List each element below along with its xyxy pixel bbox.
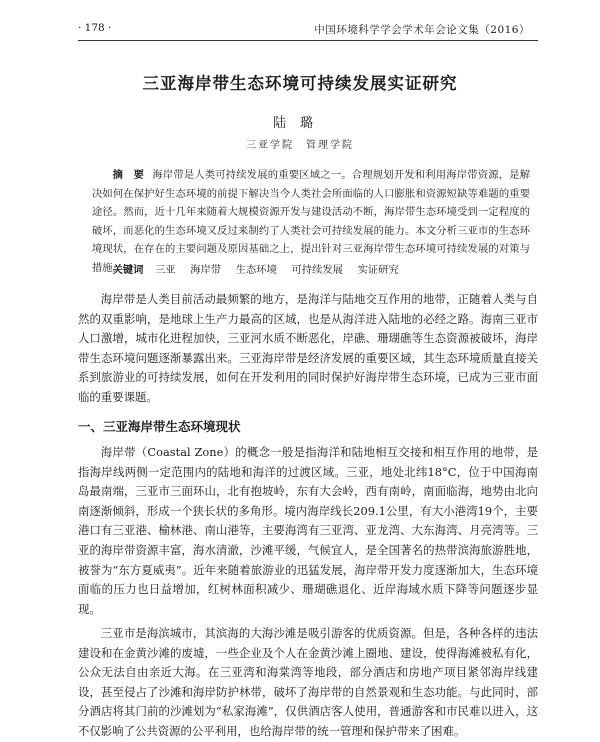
- abstract-text: 海岸带是人类可持续发展的重要区域之一。合理规划开发和利用海岸带资源，是解决如何在保护好生态环境的前提下解决当今人类社会所面临的人口膨胀和资源短缺等难题的重要途径。然而，近十几年来随着大规模资源开发与建设活动不断，海岸带生态环境受到一定程度的破坏，而恶化的生态环境又反过来制约了人类社会可持续发展的能力。本文分析三亚市的生态环境现状，在存在的主要问题及原因基础之上，提出针对三亚海岸带生态环境可持续发展的对策与措施。: [92, 169, 531, 274]
- running-header: [78, 22, 538, 38]
- abstract-label: 摘 要: [112, 169, 145, 181]
- keyword: 实证研究: [357, 264, 399, 276]
- author-name: 陆璐: [272, 116, 327, 131]
- running-title: 中国环境科学学会学术年会论文集（2016）: [314, 24, 530, 36]
- body-paragraph: 三亚市是海滨城市，其滨海的大海沙滩是吸引游客的优质资源。但是，各种各样的违法建设和在金黄沙滩的废墟，一些企业及个人在金黄沙滩上圈地、建设，使得海滩被私有化，公众无法自由亲近大海。在三亚湾和海棠湾等地段，部分酒店和房地产项目紧邻海岸线建设，甚至侵占了沙滩和海岸防护林带，破坏了海岸带的自然景观和生态功能。与此同时，部分酒店将其门前的沙滩划为“私家海滩”，仅供酒店客人使用，普通游客和市民难以进入，这不仅影响了公共资源的公平利用，也给海岸带的统一管理和保护带来了困难。: [78, 626, 538, 738]
- article-title: 三亚海岸带生态环境可持续发展实证研究: [142, 74, 458, 93]
- keyword: 海岸带: [190, 264, 222, 276]
- keyword: 可持续发展: [291, 264, 343, 276]
- keywords-label: 关键词: [112, 264, 144, 276]
- body-paragraph: 海岸带（Coastal Zone）的概念一般是指海洋和陆地相互交接和相互作用的地带，是指海岸线两侧一定范围内的陆地和海洋的过渡区域。三亚，地处北纬18°C，位于中国海南岛最南端，三亚市三面环山，北有抱坡岭，东有大会岭，西有南岭，南面临海，地势由北向南逐渐倾斜，形成一个狭长状的多角形。境内海岸线长209.1公里，有大小港湾19个，主要港口有三亚港、榆林港、南山港等，主要海湾有三亚湾、亚龙湾、大东海湾、月亮湾等。三亚的海岸带资源丰富，海水清澈，沙滩平缓，气候宜人，是全国著名的热带滨海旅游胜地，被誉为“东方夏威夷”。近年来随着旅游业的迅猛发展，海岸带开发力度逐渐加大，生态环境面临的压力也日益增加，红树林面积减少、珊瑚礁退化、近岸海域水质下降等问题逐步显现。: [78, 445, 538, 616]
- section-heading: 一、三亚海岸带生态环境现状: [78, 419, 241, 434]
- intro-paragraph: 海岸带是人类目前活动最频繁的地方，是海洋与陆地交互作用的地带，正随着人类与自然的双重影响，是地球上生产力最高的区域，也是从海洋进入陆地的必经之路。海南三亚市人口激增，城市化进程加快，三亚河水质不断恶化，岸礁、珊瑚礁等生态资源被破坏，海岸带生态环境问题逐渐暴露出来。三亚海岸带是经济发展的重要区域，其生态环境质量直接关系到旅游业的可持续发展，如何在开发利用的同时保护好海岸带生态环境，已成为三亚市面临的重要课题。: [78, 292, 538, 404]
- keywords: [92, 261, 530, 279]
- page-number: · 178 ·: [78, 22, 112, 34]
- keyword: 三亚: [155, 264, 176, 276]
- author-affiliation: 三亚学院 管理学院: [246, 140, 354, 151]
- keyword: 生态环境: [235, 264, 277, 276]
- header-rule: [78, 40, 538, 41]
